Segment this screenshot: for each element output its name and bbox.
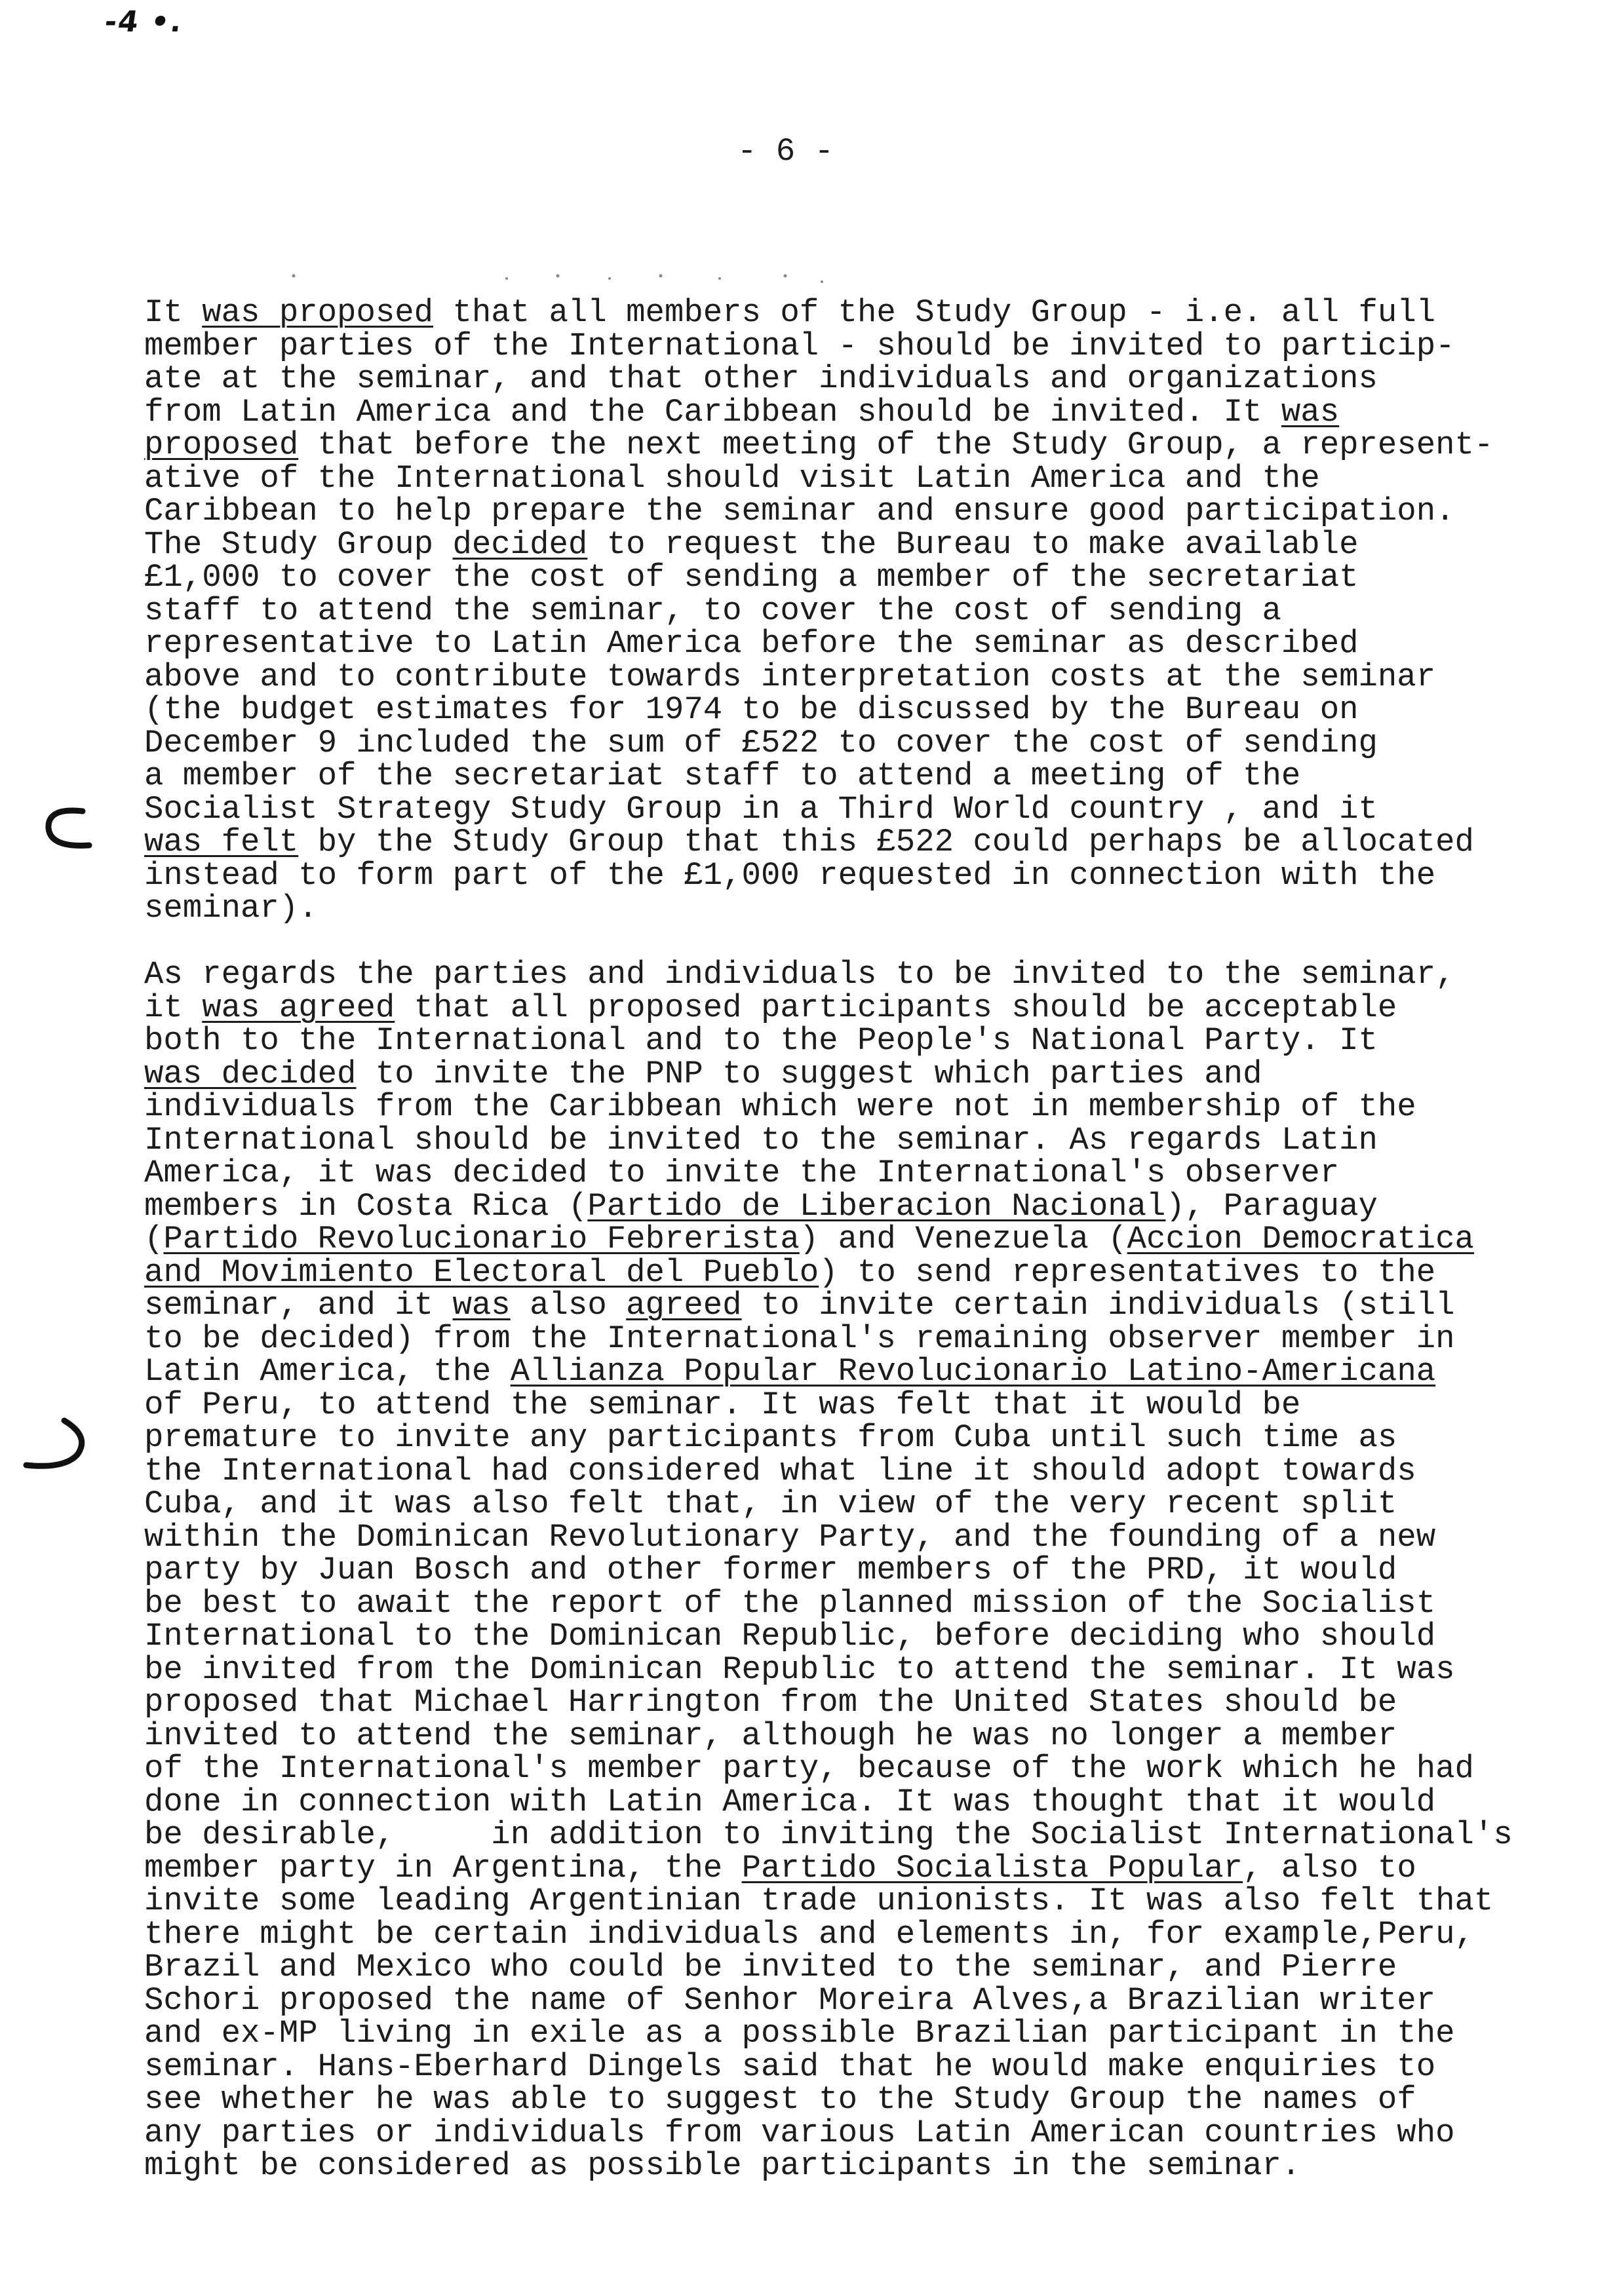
line-text: ( [144, 1221, 164, 1257]
line-text: also [510, 1287, 627, 1324]
text-line [144, 856, 1586, 894]
text-line [144, 1584, 1586, 1622]
underlined-phrase: was felt [144, 824, 299, 860]
line-text: £1,000 to cover the cost of sending a member of the secretariat [144, 559, 1359, 596]
text-line [144, 327, 1586, 364]
line-text: As regards the parties and individuals to be invited to the seminar, [144, 956, 1455, 993]
underlined-phrase: Allianza Popular Revolucionario Latino-Americana [510, 1353, 1436, 1390]
underlined-phrase: was [452, 1287, 511, 1324]
text-line [144, 429, 1586, 462]
margin-close-bracket-mark [26, 1421, 82, 1466]
line-text: members in Costa Rica ( [144, 1187, 588, 1225]
line-text: America, it was decided to invite the International's observer [144, 1155, 1340, 1191]
line-text: Socialist Strategy Study Group in a Third World country , and it [144, 790, 1378, 828]
text-line [144, 1849, 1586, 1886]
text-line [144, 1487, 1586, 1521]
line-text: it [144, 989, 203, 1026]
line-text: by the Study Group that this £522 could perhaps be allocated [298, 824, 1474, 860]
text-line [144, 724, 1586, 761]
text-line [144, 1421, 1586, 1455]
text-line [144, 1121, 1586, 1158]
underlined-phrase: Partido de Liberacion Nacional [587, 1187, 1166, 1225]
line-text: The Study Group [144, 526, 453, 563]
line-text: Brazil and Mexico who could be invited to the seminar, and Pierre [144, 1949, 1397, 1985]
line-text: to invite the PNP to suggest which parties and [356, 1055, 1262, 1092]
text-line [144, 2017, 1586, 2050]
line-text: to request the Bureau to make available [587, 526, 1359, 563]
text-line [144, 2050, 1586, 2084]
line-text: proposed that Michael Harrington from the United States should be [144, 1684, 1397, 1721]
line-text: International should be invited to the seminar. As regards Latin [144, 1121, 1378, 1158]
line-text: of Peru, to attend the seminar. It was felt that it would be [144, 1386, 1301, 1423]
line-text: be invited from the Dominican Republic to attend the seminar. It was [144, 1651, 1455, 1688]
text-line [144, 1620, 1586, 1653]
line-text: Latin America, the [144, 1353, 511, 1390]
text-line [144, 892, 1586, 925]
text-line [144, 393, 1586, 430]
text-line [144, 1157, 1586, 1190]
line-text: Cuba, and it was also felt that, in view of the very recent split [144, 1485, 1397, 1522]
text-line [144, 1289, 1586, 1322]
text-line [144, 1452, 1586, 1489]
scan-specks [292, 275, 824, 284]
text-line [144, 1024, 1586, 1058]
text-line [144, 2149, 1586, 2183]
underlined-phrase: agreed [626, 1287, 742, 1324]
text-line [144, 627, 1586, 660]
text-line [144, 660, 1586, 694]
underlined-phrase: was proposed [202, 294, 434, 331]
text-line [144, 495, 1586, 528]
text-line [144, 1686, 1586, 1719]
line-text: the International had considered what line it should adopt towards [144, 1452, 1416, 1489]
line-text: that all proposed participants should be acceptable [395, 989, 1397, 1026]
line-text: there might be certain individuals and elements in, for example,Peru, [144, 1915, 1474, 1953]
line-text: ative of the International should visit Latin America and the [144, 459, 1320, 497]
text-line [144, 1951, 1586, 1984]
text-line [144, 826, 1586, 859]
paragraph [144, 296, 1586, 925]
line-text: of the International's member party, because of the work which he had [144, 1750, 1474, 1787]
line-text: seminar. Hans-Eberhard Dingels said that he would make enquiries to [144, 2048, 1436, 2085]
text-line [144, 1885, 1586, 1918]
text-line [144, 594, 1586, 628]
text-line [144, 1055, 1586, 1092]
line-text: invite some leading Argentinian trade unionists. It was also felt that [144, 1883, 1494, 1919]
text-line [144, 1090, 1586, 1124]
line-text: December 9 included the sum of £522 to cover the cost of sending [144, 724, 1378, 761]
text-line [144, 1322, 1586, 1356]
text-line [144, 790, 1586, 828]
text-line [144, 693, 1586, 727]
line-text: that before the next meeting of the Study Group, a represent- [298, 427, 1494, 463]
text-line [144, 1915, 1586, 1953]
line-text: both to the International and to the People's National Party. It [144, 1022, 1378, 1059]
text-line [144, 1818, 1586, 1852]
line-text: any parties or individuals from various Latin American countries who [144, 2114, 1455, 2151]
line-text: (the budget estimates for 1974 to be discussed by the Bureau on [144, 691, 1359, 728]
line-text: be best to await the report of the planned mission of the Socialist [144, 1584, 1436, 1622]
underlined-phrase: Partido Revolucionario Febrerista [163, 1221, 800, 1257]
line-text: representative to Latin America before the seminar as described [144, 625, 1359, 662]
text-line [144, 1518, 1586, 1556]
line-text: premature to invite any participants from Cuba until such time as [144, 1419, 1397, 1456]
line-text: to be decided) from the International's remaining observer member in [144, 1320, 1455, 1357]
margin-open-bracket-mark [49, 811, 89, 845]
line-text: It [144, 294, 203, 331]
text-line [144, 1187, 1586, 1225]
page-number: - 6 - [737, 133, 834, 170]
text-line [144, 991, 1586, 1025]
line-text: invited to attend the seminar, although he was no longer a member [144, 1717, 1397, 1754]
line-text: ate at the seminar, and that other individuals and organizations [144, 360, 1378, 397]
line-text: see whether he was able to suggest to the Study Group the names of [144, 2081, 1416, 2118]
line-text: above and to contribute towards interpretation costs at the seminar [144, 658, 1436, 695]
line-text: member parties of the International - should be invited to particip- [144, 327, 1455, 364]
line-text: to invite certain individuals (still [741, 1287, 1455, 1324]
line-text: individuals from the Caribbean which were not in membership of the [144, 1088, 1416, 1125]
body-text [144, 296, 1586, 2183]
text-line [144, 1554, 1586, 1587]
text-line [144, 2116, 1586, 2150]
line-text: , also to [1243, 1849, 1416, 1886]
underlined-phrase: proposed [144, 427, 299, 463]
underlined-phrase: was decided [144, 1055, 357, 1092]
line-text: staff to attend the seminar, to cover the cost of sending a [144, 592, 1281, 629]
text-line [144, 958, 1586, 991]
text-line [144, 1653, 1586, 1687]
line-text: member party in Argentina, the [144, 1849, 742, 1886]
text-line [144, 459, 1586, 497]
text-line [144, 1388, 1586, 1422]
line-text: International to the Dominican Republic, before deciding who should [144, 1618, 1436, 1655]
text-line [144, 528, 1586, 562]
text-line [144, 561, 1586, 594]
text-line [144, 759, 1586, 793]
line-text: ) and Venezuela ( [799, 1221, 1127, 1257]
line-text: party by Juan Bosch and other former members of the PRD, it would [144, 1552, 1397, 1588]
text-line [144, 1981, 1586, 2019]
line-text: Caribbean to help prepare the seminar and ensure good participation. [144, 493, 1455, 529]
text-line [144, 296, 1586, 330]
underlined-phrase: was [1281, 393, 1340, 430]
text-line [144, 362, 1586, 396]
line-text: a member of the secretariat staff to attend a meeting of the [144, 757, 1301, 794]
line-text: that all members of the Study Group - i.e. all full [433, 294, 1436, 331]
line-text: from Latin America and the Caribbean should be invited. It [144, 393, 1281, 430]
line-text: within the Dominican Revolutionary Party, and the founding of a new [144, 1518, 1436, 1556]
handwritten-header-mark: -4 •. [102, 5, 185, 39]
text-line [144, 1719, 1586, 1753]
line-text: might be considered as possible participants in the seminar. [144, 2147, 1301, 2184]
line-text: Schori proposed the name of Senhor Moreira Alves,a Brazilian writer [144, 1981, 1436, 2019]
line-text: be desirable, in addition to inviting the Socialist International's [144, 1816, 1513, 1853]
line-text: ) to send representatives to the [819, 1253, 1436, 1291]
text-line [144, 1783, 1586, 1820]
text-line [144, 1223, 1586, 1256]
line-text: and ex-MP living in exile as a possible Brazilian participant in the [144, 2015, 1455, 2052]
line-text: seminar, and it [144, 1287, 453, 1324]
line-text: instead to form part of the £1,000 requested in connection with the [144, 856, 1436, 894]
underlined-phrase: decided [452, 526, 588, 563]
text-line [144, 1355, 1586, 1388]
underlined-phrase: and Movimiento Electoral del Pueblo [144, 1253, 819, 1291]
underlined-phrase: Accion Democratica [1127, 1221, 1474, 1257]
line-text: seminar). [144, 890, 318, 927]
text-line [144, 1752, 1586, 1786]
underlined-phrase: Partido Socialista Popular [741, 1849, 1243, 1886]
text-line [144, 2083, 1586, 2116]
underlined-phrase: was agreed [202, 989, 395, 1026]
line-text: ), Paraguay [1165, 1187, 1378, 1225]
paragraph [144, 958, 1586, 2183]
line-text: done in connection with Latin America. It was thought that it would [144, 1783, 1436, 1820]
text-line [144, 1253, 1586, 1291]
